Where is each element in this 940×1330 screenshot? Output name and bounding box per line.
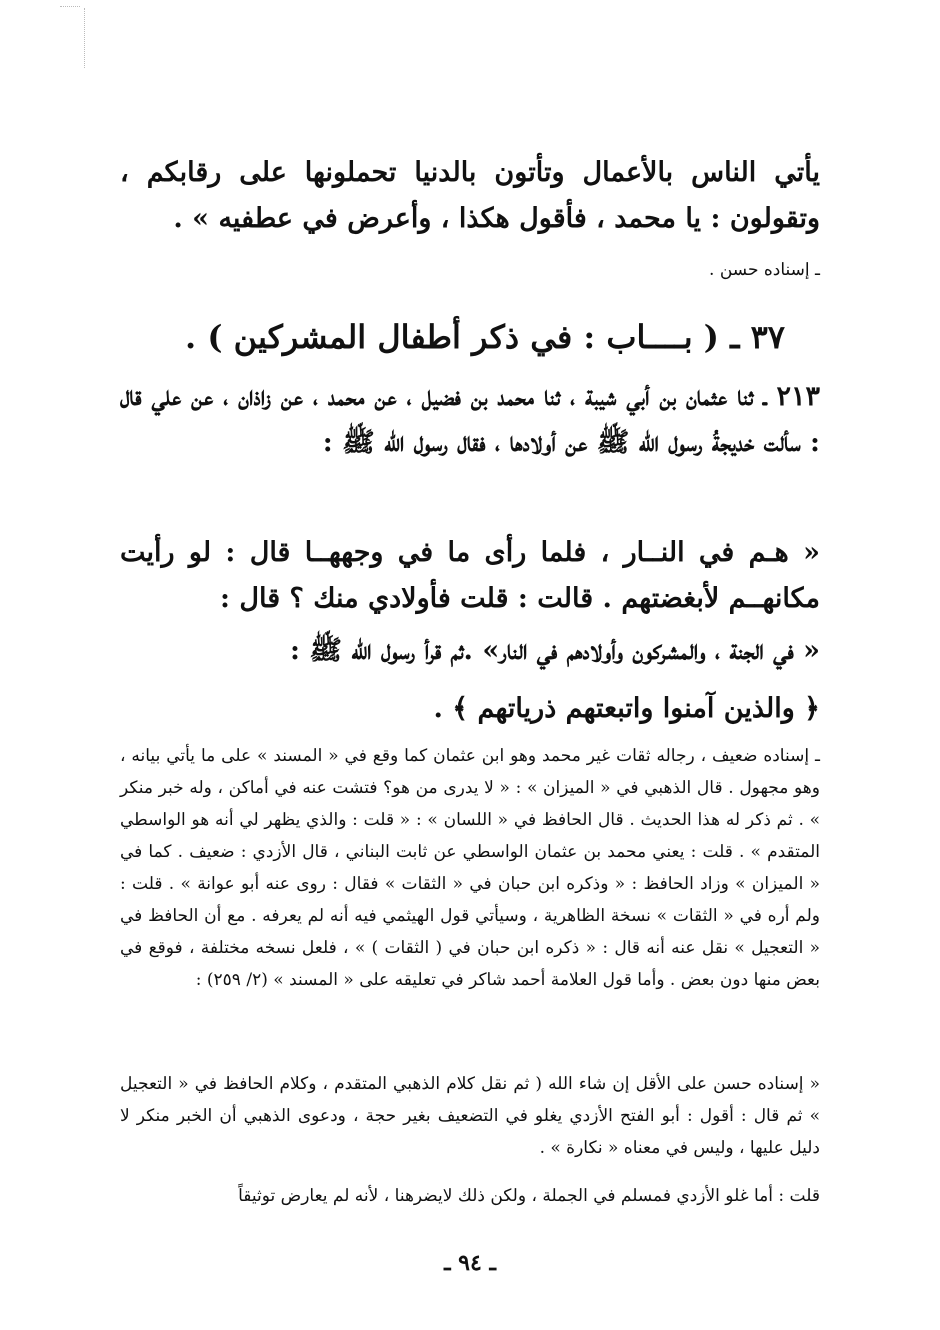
page-number: ـ ٩٤ ـ	[444, 1250, 496, 1276]
note-isnad-hasan: ـ إسناده حسن .	[709, 260, 820, 280]
quran-verse: ﴿ والذين آمنوا واتبعتهم ذرياتهم ﴾ .	[433, 693, 820, 724]
margin-dots-vertical	[84, 8, 95, 68]
commentary-paragraph-2: « إسناده حسن على الأقل إن شاء الله ( ثم نقل كلام الذهبي المتقدم ، وكلام الحافظ في « التعجيل » ثم قال : أقول : أبو الفتح الأزدي يغلو في التضعيف بغير حجة ، ودعوى الذهبي أن الخبر منكر لا دليل عليها ، وليس في معناه « نكارة » .	[120, 1074, 820, 1158]
hadith-text-continued: « في الجنة ، والمشركون وأولادهم في النار» .ثم قرأ رسول الله ﷺ :	[290, 635, 820, 666]
top-paragraph: يأتي الناس بالأعمال وتأتون بالدنيا تحملونها على رقابكم ، وتقولون : يا محمد ، فأقول هكذا ، وأعرض في عطفيه » .	[120, 157, 820, 234]
hadith-text: « هـم في النــار ، فلما رأى ما في وجههــا قال : لو رأيت مكانهــم لأبغضتهم . قالت : قلت فأولادي منك ؟ قال :	[120, 537, 820, 614]
margin-dots	[60, 6, 80, 9]
commentary-paragraph-3: قلت : أما غلو الأزدي فمسلم في الجملة ، ولكن ذلك لايضرهنا ، لأنه لم يعارض توثيقاً	[238, 1186, 820, 1206]
chapter-heading: ٣٧ ـ ( بــــاب : في ذكر أطفال المشركين ) .	[185, 318, 785, 356]
hadith-chain: ٢١٣ ـ ثنا عثمان بن أبي شيبة ، ثنا محمد بن فضيل ، عن محمد ، عن زاذان ، عن علي قال : سألت خديجةُ رسول الله ﷺ عن أولادها ، فقال رسول الله ﷺ :	[120, 381, 820, 458]
commentary-paragraph-1: ـ إسناده ضعيف ، رجاله ثقات غير محمد وهو ابن عثمان كما وقع في « المسند » على ما يأتي بيانه ، وهو مجهول . قال الذهبي في « الميزان » : « لا يدرى من هو؟ فتشت عنه في أماكن ، وله خبر منكر » . ثم ذكر له هذا الحديث . قال الحافظ في « اللسان » : « قلت : والذي يظهر لي أنه هو الواسطي المتقدم » . قلت : يعني محمد بن عثمان الواسطي عن ثابت البناني ، قال الأزدي : ضعيف . كما في « الميزان » وزاد الحافظ : « وذكره ابن حبان في « الثقات » فقال : روى عنه أبو عوانة » . قلت : ولم أره في « الثقات » نسخة الظاهرية ، وسيأتي قول الهيثمي فيه أنه لم يعرفه . مع أن الحافظ في « التعجيل » نقل عنه أنه قال : « ذكره ابن حبان في ( الثقات ) » ، فلعل نسخه مختلفة ، فوقع في بعض منها دون بعض . وأما قول العلامة أحمد شاكر في تعليقه على « المسند » (٢/ ٢٥٩) :	[120, 746, 820, 990]
